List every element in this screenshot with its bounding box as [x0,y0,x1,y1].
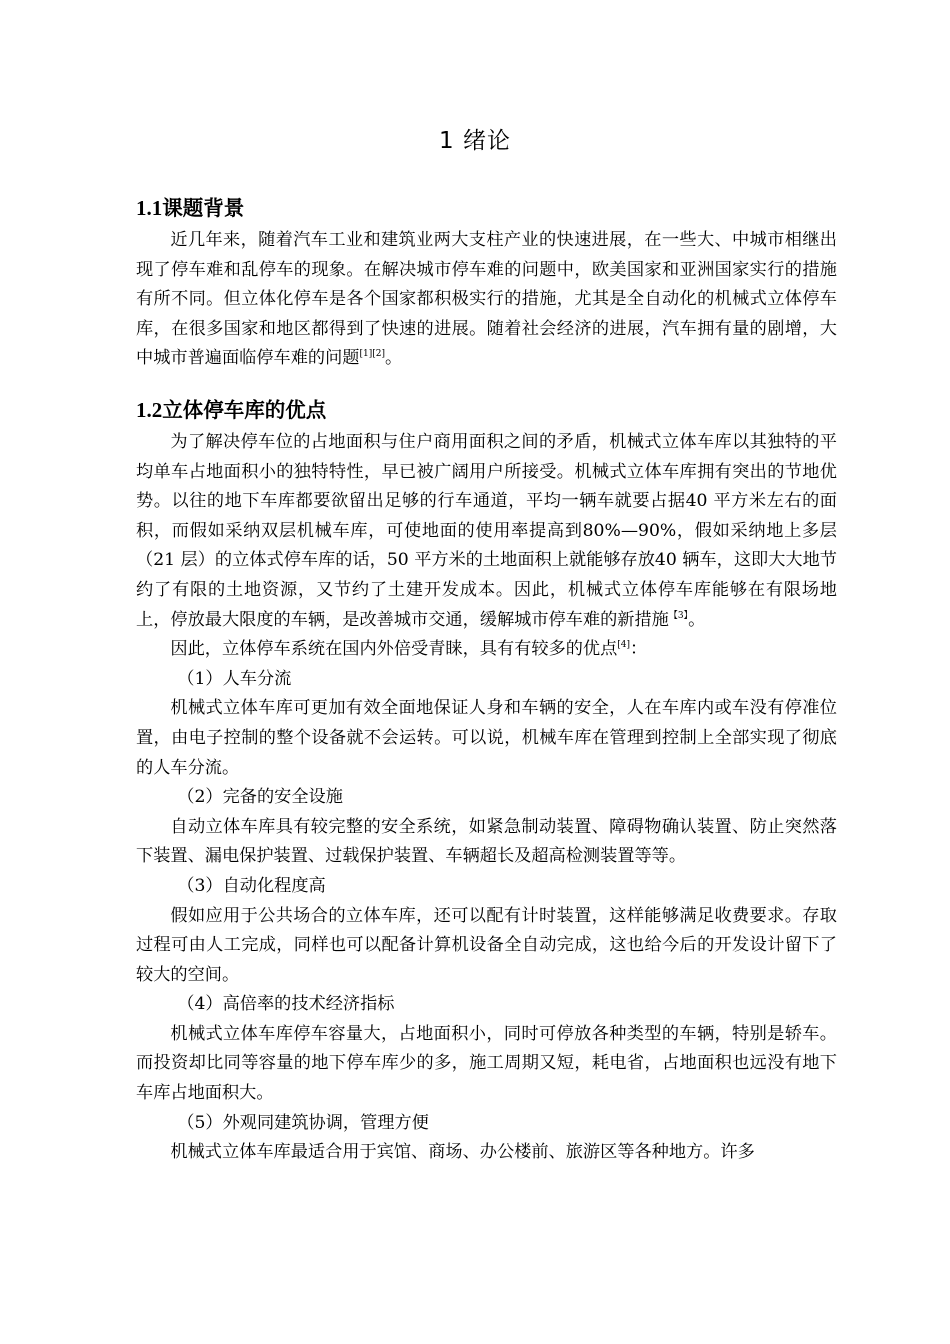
list-item-label: （3）自动化程度高 [177,875,326,896]
paragraph-text: 近几年来，随着汽车工业和建筑业两大支柱产业的快速进展，在一些大、中城市相继出现了停车难和乱停车的现象。在解决城市停车难的问题中，欧美国家和亚洲国家实行的措施有所不同。但立体化停车是各个国家都积极实行的措施，尤其是全自动化的机械式立体停车库，在很多国家和地区都得到了快速的进展。随着社会经济的进展，汽车拥有量的剧增，大中城市普遍面临停车难的问题 [136,230,837,369]
list-item-text: 机械式立体车库可更加有效全面地保证人身和车辆的安全，人在车库内或车没有停准位置，由电子控制的整个设备就不会运转。可以说，机械车库在管理到控制上全部实现了彻底的人车分流。 [136,698,837,778]
section-heading-1-1 [136,191,244,221]
citation: [4] [617,640,631,651]
citation: [1][2] [359,349,385,360]
paragraph-tail: 。 [384,348,403,369]
list-item-label: （2）完备的安全设施 [177,787,343,808]
paragraph [136,635,837,665]
section-body-1-1 [136,226,837,374]
list-item-label: （5）外观同建筑协调，管理方便 [177,1112,429,1133]
list-item-label: （4）高倍率的技术经济指标 [177,994,395,1015]
section-title-text: 课题背景 [162,196,245,220]
paragraph [136,428,837,635]
list-item-text: 假如应用于公共场合的立体车库，还可以配有计时装置，这样能够满足收费要求。存取过程可由人工完成，同样也可以配备计算机设备全自动完成，这也给今后的开发设计留下了较大的空间。 [136,905,837,985]
section-heading-1-2 [136,393,326,423]
paragraph-text: 为了解决停车位的占地面积与住户商用面积之间的矛盾，机械式立体车库以其独特的平均单车占地面积小的独特特性，早已被广阔用户所接受。机械式立体车库拥有突出的节地优势。以往的地下车库都要欲留出足够的行车通道，平均一辆车就要占据40 平方米左右的面积，而假如采纳双层机械车库，可使地面的使用率提高到80%—90%，假如采纳地上多层（21 层）的立体式停车库的话，50 平方米的土地面积上就能够存放40 辆车，这即大大地节约了有限的土地资源，又节约了土建开发成本。因此，机械式立体停车库能够在有限场地上，停放最大限度的车辆，是改善城市交通，缓解城市停车难的新措施 [136,432,837,630]
chapter-title: 1 绪论 [439,128,511,154]
section-body-1-2 [136,428,837,1168]
section-title-text: 立体停车库的优点 [162,398,327,422]
citation: 【3】 [668,610,689,621]
list-item-label: （1）人车分流 [177,668,292,689]
list-item-text: 自动立体车库具有较完整的安全系统，如紧急制动装置、障碍物确认装置、防止突然落下装置、漏电保护装置、过载保护装置、车辆超长及超高检测装置等等。 [136,816,837,867]
paragraph-tail: ： [630,639,648,660]
section-number: 1.2 [136,398,163,422]
list-item-text: 机械式立体车库停车容量大，占地面积小，同时可停放各种类型的车辆，特别是轿车。而投资却比同等容量的地下停车库少的多，施工周期又短，耗电省，占地面积也远没有地下车库占地面积大。 [136,1023,837,1104]
paragraph-text: 因此，立体停车系统在国内外倍受青睐，具有有较多的优点 [170,639,618,660]
list-item-text: 机械式立体车库最适合用于宾馆、商场、办公楼前、旅游区等各种地方。许多 [170,1142,755,1163]
paragraph-tail: 。 [688,609,706,630]
paragraph [136,226,837,374]
section-number: 1.1 [136,196,163,220]
